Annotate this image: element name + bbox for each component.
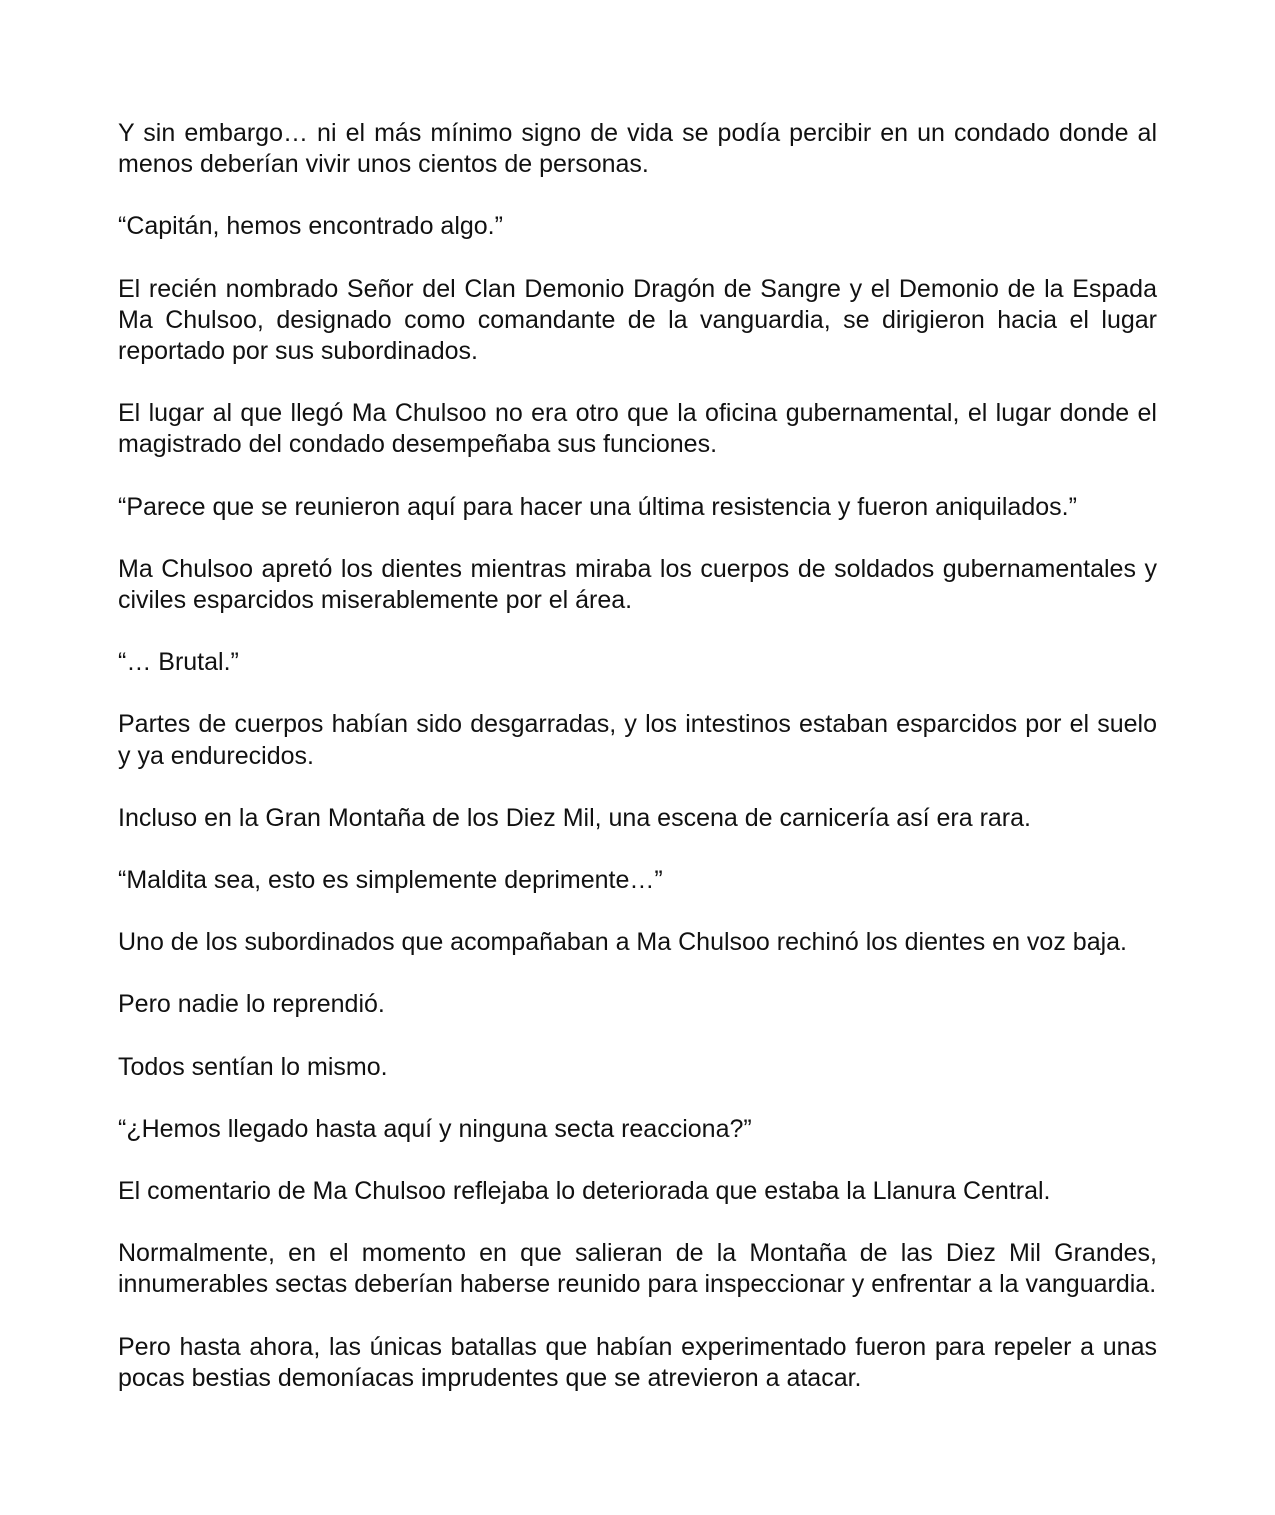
- paragraph: “Parece que se reunieron aquí para hacer una última resistencia y fueron aniquilados.”: [118, 492, 1077, 521]
- paragraph: El comentario de Ma Chulsoo reflejaba lo deteriorada que estaba la Llanura Central.: [118, 1177, 1051, 1206]
- paragraph: Pero nadie lo reprendió.: [118, 990, 385, 1019]
- paragraph: Partes de cuerpos habían sido desgarradas, y los intestinos estaban esparcidos por el suelo y ya endurecidos.: [118, 710, 1157, 770]
- paragraph: El recién nombrado Señor del Clan Demonio Dragón de Sangre y el Demonio de la Espada Ma Chulsoo, designado como comandante de la vanguardia, se dirigieron hacia el lugar reportado por sus subordinados.: [118, 274, 1157, 366]
- paragraph: “Maldita sea, esto es simplemente deprimente…”: [118, 866, 663, 895]
- paragraph: “Capitán, hemos encontrado algo.”: [118, 212, 503, 241]
- paragraph: Y sin embargo… ni el más mínimo signo de vida se podía percibir en un condado donde al menos deberían vivir unos cientos de personas.: [118, 119, 1157, 179]
- document-page: [118, 118, 1157, 1394]
- paragraph: Normalmente, en el momento en que salieran de la Montaña de las Diez Mil Grandes, innumerables sectas deberían haberse reunido para inspeccionar y enfrentar a la vanguardia.: [118, 1239, 1157, 1299]
- paragraph: Pero hasta ahora, las únicas batallas que habían experimentado fueron para repeler a unas pocas bestias demoníacas imprudentes que se atrevieron a atacar.: [118, 1332, 1157, 1392]
- paragraph: Todos sentían lo mismo.: [118, 1052, 388, 1081]
- paragraph: Incluso en la Gran Montaña de los Diez Mil, una escena de carnicería así era rara.: [118, 803, 1031, 832]
- paragraph: “… Brutal.”: [118, 648, 239, 677]
- paragraph: “¿Hemos llegado hasta aquí y ninguna secta reacciona?”: [118, 1114, 752, 1143]
- paragraph: Ma Chulsoo apretó los dientes mientras miraba los cuerpos de soldados gubernamentales y civiles esparcidos miserablemente por el área.: [118, 554, 1157, 615]
- paragraph: El lugar al que llegó Ma Chulsoo no era otro que la oficina gubernamental, el lugar donde el magistrado del condado desempeñaba sus funciones.: [118, 399, 1157, 459]
- paragraph: Uno de los subordinados que acompañaban a Ma Chulsoo rechinó los dientes en voz baja.: [118, 928, 1127, 957]
